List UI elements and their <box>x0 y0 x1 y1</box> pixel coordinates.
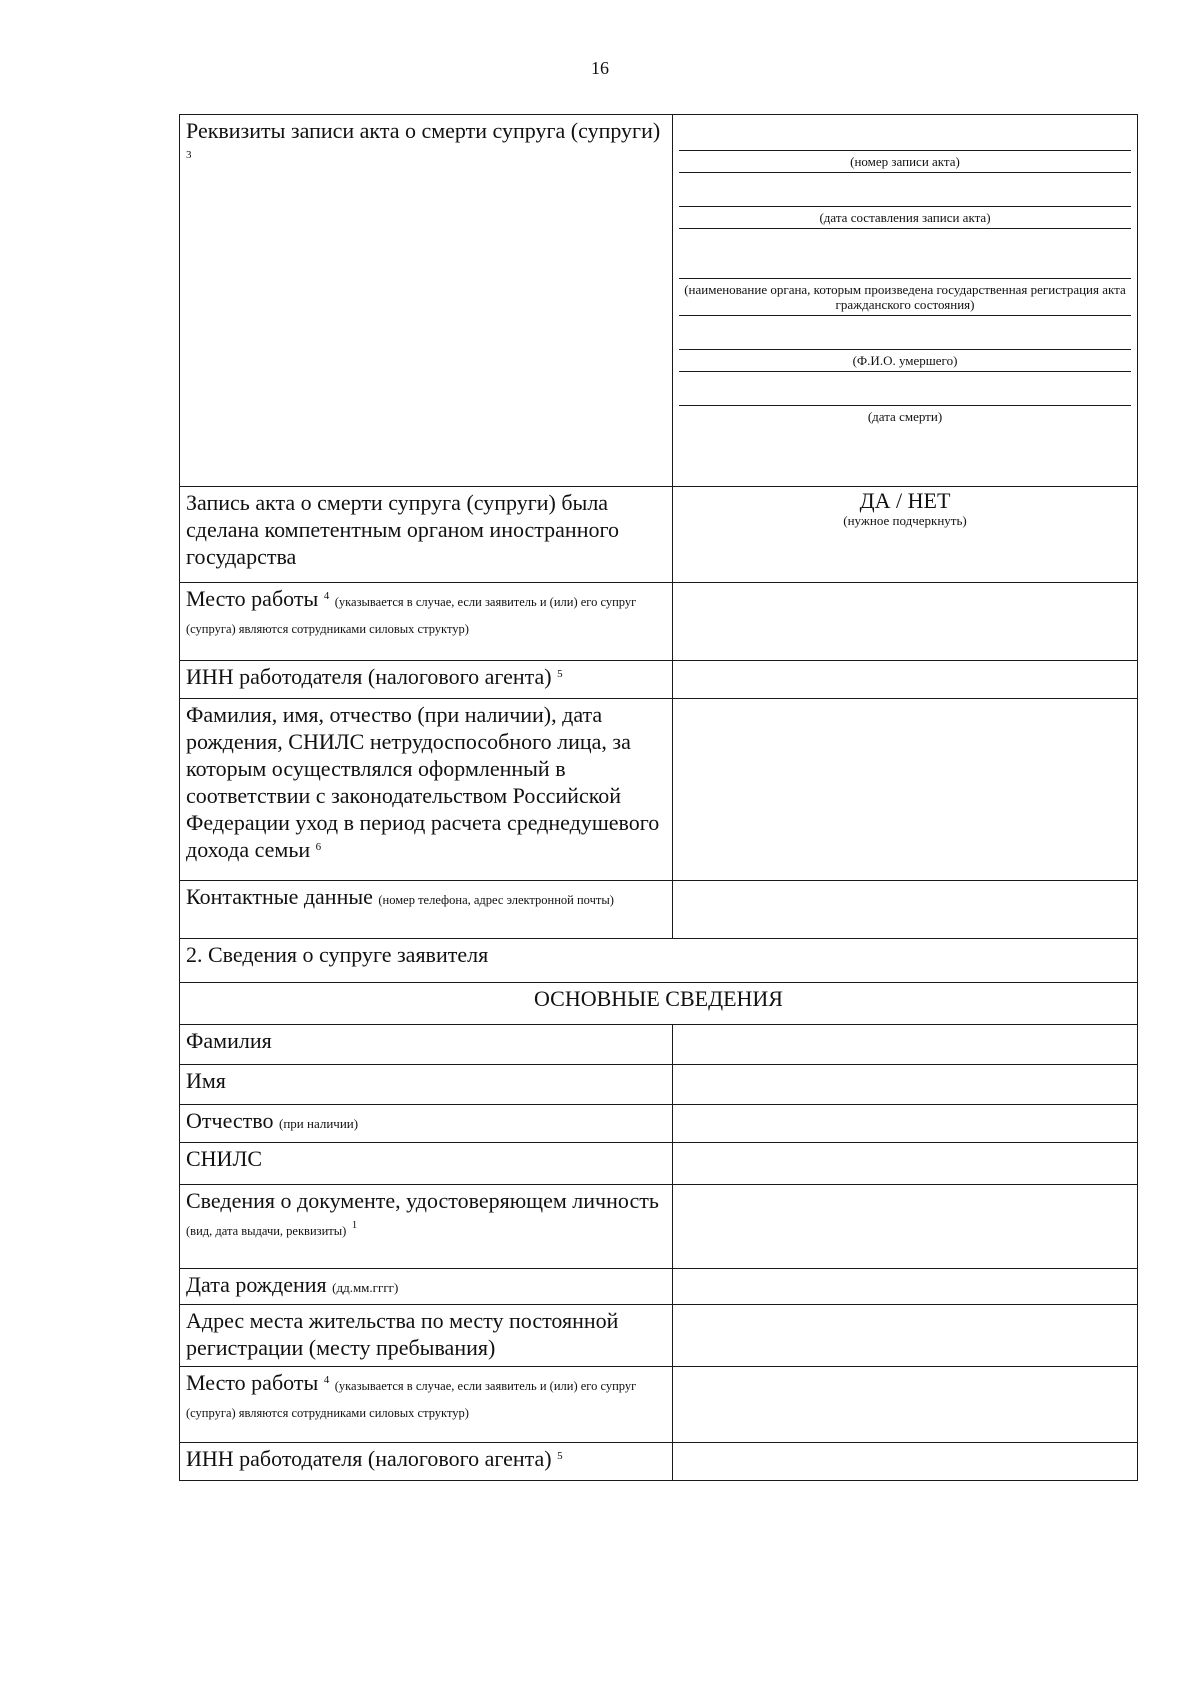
birth-date-format-note: (дд.мм.гггг) <box>332 1280 399 1295</box>
footnote-mark: 3 <box>186 149 192 161</box>
employer-inn-row <box>180 661 1138 699</box>
application-form-table <box>179 114 1138 1481</box>
page-number: 16 <box>591 58 609 78</box>
deceased-name-field[interactable] <box>679 316 1131 350</box>
snils-field[interactable] <box>673 1143 1138 1185</box>
patronymic-label-cell <box>180 1105 673 1143</box>
registry-office-caption: (наименование органа, которым произведена государственная регистрация акта гражданского состояния) <box>679 279 1131 316</box>
death-date-caption: (дата смерти) <box>867 409 943 424</box>
workplace-label: Место работы <box>186 586 319 611</box>
contacts-note: (номер телефона, адрес электронной почты) <box>378 893 614 907</box>
spouse-workplace-note: (указывается в случае, если заявитель и (или) его супруг (супруга) являются сотрудниками силовых структур) <box>186 1379 637 1420</box>
contacts-label: Контактные данные <box>186 884 373 909</box>
workplace-row <box>180 583 1138 661</box>
id-document-label-cell <box>180 1185 673 1269</box>
spouse-employer-inn-label: ИНН работодателя (налогового агента) <box>186 1446 552 1471</box>
first-name-label: Имя <box>180 1065 673 1105</box>
spouse-employer-inn-row <box>180 1443 1138 1481</box>
surname-row <box>180 1025 1138 1065</box>
disabled-person-row <box>180 699 1138 881</box>
patronymic-label: Отчество <box>186 1108 274 1133</box>
main-info-header-row <box>180 983 1138 1025</box>
section2-title-row <box>180 939 1138 983</box>
id-document-note: (вид, дата выдачи, реквизиты) <box>186 1224 347 1238</box>
death-date-field[interactable] <box>679 372 1131 406</box>
contacts-row <box>180 881 1138 939</box>
death-record-fields-cell <box>673 115 1138 487</box>
first-name-field[interactable] <box>673 1065 1138 1105</box>
footnote-mark: 4 <box>323 590 330 602</box>
foreign-record-row <box>180 487 1138 583</box>
employer-inn-label-cell <box>180 661 673 699</box>
id-document-row <box>180 1185 1138 1269</box>
workplace-note: (указывается в случае, если заявитель и (или) его супруг (супруга) являются сотрудниками силовых структур) <box>186 595 637 636</box>
death-record-row <box>180 115 1138 487</box>
spouse-workplace-label-cell <box>180 1367 673 1443</box>
disabled-person-label: Фамилия, имя, отчество (при наличии), дата рождения, СНИЛС нетрудоспособного лица, за которым осуществлялся оформленный в соответствии с законодательством Российской Федерации уход в период расчета среднедушевого дохода семьи <box>186 702 660 862</box>
spouse-workplace-field[interactable] <box>673 1367 1138 1443</box>
section2-title: 2. Сведения о супруге заявителя <box>180 939 1138 983</box>
id-document-field[interactable] <box>673 1185 1138 1269</box>
registry-office-field[interactable] <box>679 229 1131 279</box>
birth-date-label-cell <box>180 1269 673 1305</box>
address-field[interactable] <box>673 1305 1138 1367</box>
birth-date-field[interactable] <box>673 1269 1138 1305</box>
birth-date-row <box>180 1269 1138 1305</box>
patronymic-row <box>180 1105 1138 1143</box>
employer-inn-label: ИНН работодателя (налогового агента) <box>186 664 552 689</box>
record-date-field[interactable] <box>679 173 1131 207</box>
snils-label: СНИЛС <box>180 1143 673 1185</box>
death-record-label: Реквизиты записи акта о смерти супруга (супруги) <box>186 118 661 143</box>
deceased-name-caption: (Ф.И.О. умершего) <box>679 350 1131 372</box>
footnote-mark: 5 <box>557 1450 563 1462</box>
surname-label: Фамилия <box>180 1025 673 1065</box>
main-info-header: ОСНОВНЫЕ СВЕДЕНИЯ <box>180 983 1138 1025</box>
first-name-row <box>180 1065 1138 1105</box>
surname-field[interactable] <box>673 1025 1138 1065</box>
footnote-mark: 6 <box>315 841 322 853</box>
workplace-value-field[interactable] <box>673 583 1138 661</box>
record-date-caption: (дата составления записи акта) <box>679 207 1131 229</box>
contacts-value-field[interactable] <box>673 881 1138 939</box>
death-record-label-cell <box>180 115 673 487</box>
record-number-caption: (номер записи акта) <box>679 151 1131 173</box>
disabled-person-value-field[interactable] <box>673 699 1138 881</box>
contacts-label-cell <box>180 881 673 939</box>
disabled-person-label-cell <box>180 699 673 881</box>
address-label: Адрес места жительства по месту постоянной регистрации (месту пребывания) <box>180 1305 673 1367</box>
spouse-employer-inn-field[interactable] <box>673 1443 1138 1481</box>
record-number-field[interactable] <box>679 117 1131 151</box>
footnote-mark: 1 <box>351 1219 358 1231</box>
underline-hint: (нужное подчеркнуть) <box>843 513 967 528</box>
yes-no-cell[interactable] <box>673 487 1138 583</box>
spouse-workplace-label: Место работы <box>186 1370 319 1395</box>
address-row <box>180 1305 1138 1367</box>
spouse-employer-inn-label-cell <box>180 1443 673 1481</box>
foreign-record-label: Запись акта о смерти супруга (супруги) была сделана компетентным органом иностранного государства <box>180 487 673 583</box>
yes-no-answer[interactable]: ДА / НЕТ <box>859 488 951 513</box>
snils-row <box>180 1143 1138 1185</box>
footnote-mark: 5 <box>557 668 563 680</box>
id-document-label: Сведения о документе, удостоверяющем личность <box>186 1188 659 1213</box>
patronymic-note: (при наличии) <box>279 1116 359 1131</box>
footnote-mark: 4 <box>323 1374 330 1386</box>
spouse-workplace-row <box>180 1367 1138 1443</box>
patronymic-field[interactable] <box>673 1105 1138 1143</box>
employer-inn-value-field[interactable] <box>673 661 1138 699</box>
workplace-label-cell <box>180 583 673 661</box>
birth-date-label: Дата рождения <box>186 1272 327 1297</box>
